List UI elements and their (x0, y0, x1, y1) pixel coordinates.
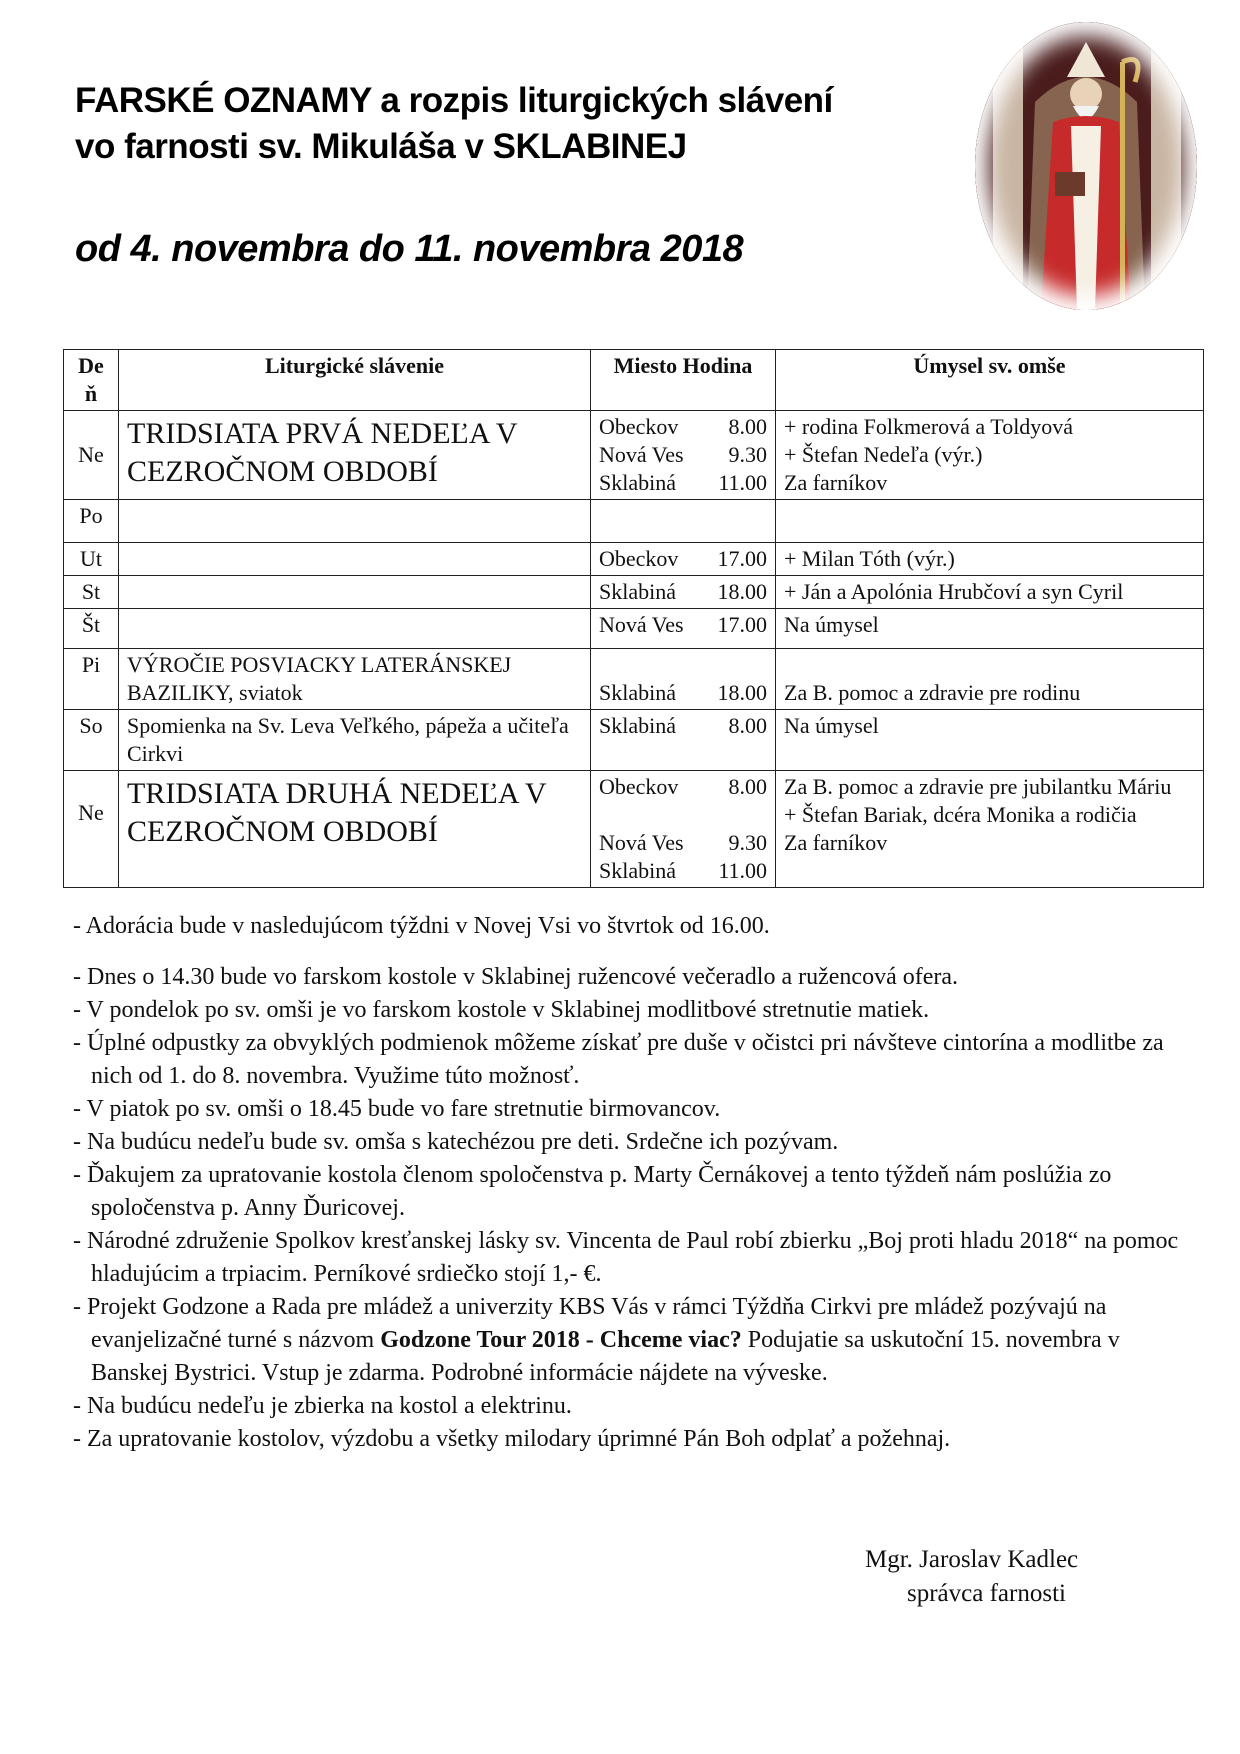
header-place-time: Miesto Hodina (591, 350, 776, 411)
table-header-row (64, 350, 1204, 411)
day-cell: Po (64, 500, 119, 543)
liturgy-cell (119, 609, 591, 649)
place: Nová Ves (599, 612, 684, 637)
day-cell: Št (64, 609, 119, 649)
intention-cell (776, 649, 1204, 710)
place-time-cell (591, 710, 776, 771)
announcement-item: - Dnes o 14.30 bude vo farskom kostole v Sklabinej ružencové večeradlo a ružencová ofera. (73, 964, 959, 990)
title-line-2: vo farnosti sv. Mikuláša v SKLABINEJ (75, 127, 687, 166)
place-time-cell (591, 576, 776, 609)
intention: + Štefan Nedeľa (výr.) (784, 442, 983, 467)
place: Nová Ves (599, 830, 684, 855)
header-liturgy: Liturgické slávenie (119, 350, 591, 411)
time-line (599, 413, 767, 441)
place-time-cell (591, 543, 776, 576)
table-row (64, 609, 1204, 649)
hour: 9.30 (728, 442, 767, 467)
place-time-cell (591, 411, 776, 500)
signature-name: Mgr. Jaroslav Kadlec (865, 1546, 1079, 1573)
announcement-item (73, 1291, 1193, 1390)
intention-cell (776, 500, 1204, 543)
liturgy-cell: TRIDSIATA DRUHÁ NEDEĽA V CEZROČNOM OBDOBÍ (119, 771, 591, 888)
announcement-item: - Za upratovanie kostolov, výzdobu a všetky milodary úprimné Pán Boh odplať a požehnaj. (73, 1426, 951, 1452)
time-line (599, 469, 767, 497)
announcement-item: - V pondelok po sv. omši je vo farskom kostole v Sklabinej modlitbové stretnutie matiek. (73, 997, 930, 1023)
announcements (73, 910, 1193, 1456)
table-row (64, 543, 1204, 576)
time-line (599, 679, 767, 707)
page-title (75, 78, 975, 170)
table-row (64, 411, 1204, 500)
place: Sklabiná (599, 858, 676, 883)
table-row (64, 576, 1204, 609)
place: Sklabiná (599, 579, 676, 604)
day-cell: Ne (64, 771, 119, 888)
intention: Na úmysel (784, 612, 879, 637)
time-line (599, 857, 767, 885)
intention-cell (776, 411, 1204, 500)
announcement-item: - V piatok po sv. omši o 18.45 bude vo fare stretnutie birmovancov. (73, 1096, 721, 1122)
announcement-item: - Adorácia bude v nasledujúcom týždni v Novej Vsi vo štvrtok od 16.00. (73, 913, 770, 939)
header-day: De ň (64, 350, 119, 411)
liturgy-cell (119, 543, 591, 576)
signature-block (865, 1543, 1078, 1611)
announcement-item: - Úplné odpustky za obvyklých podmienok môžeme získať pre duše v očistci pri návšteve cintorína a modlitbe za nich od 1. do 8. novembra. Využime túto možnosť. (73, 1030, 1164, 1089)
intention: Za farníkov (784, 470, 888, 495)
place: Obeckov (599, 774, 679, 799)
place: Nová Ves (599, 442, 684, 467)
hour: 17.00 (717, 612, 767, 637)
intention-cell (776, 543, 1204, 576)
place: Sklabiná (599, 470, 676, 495)
place-time-cell (591, 609, 776, 649)
intention-cell (776, 771, 1204, 888)
date-range: od 4. novembra do 11. novembra 2018 (75, 228, 744, 270)
announcement-item: - Ďakujem za upratovanie kostola členom spoločenstva p. Marty Černákovej a tento týždeň nám poslúžia zo spoločenstva p. Anny Ďuricovej. (73, 1162, 1112, 1221)
header-intention: Úmysel sv. omše (776, 350, 1204, 411)
announcement-item: - Na budúcu nedeľu bude sv. omša s katechézou pre deti. Srdečne ich pozývam. (73, 1129, 839, 1155)
place: Sklabiná (599, 713, 676, 738)
intention: + rodina Folkmerová a Toldyová (784, 414, 1074, 439)
title-line-1: FARSKÉ OZNAMY a rozpis liturgických slávení (75, 81, 833, 120)
announcement-item: - Národné združenie Spolkov kresťanskej lásky sv. Vincenta de Paul robí zbierku „Boj proti hladu 2018“ na pomoc hladujúcim a trpiacim. Perníkové srdiečko stojí 1,- €. (73, 1228, 1179, 1287)
intention: Na úmysel (784, 713, 879, 738)
time-line (599, 441, 767, 469)
saint-nicholas-image (975, 22, 1197, 310)
hour: 11.00 (718, 858, 767, 883)
announcement-text: - Projekt Godzone a Rada pre mládež a univerzity KBS Vás v rámci Týždňa Cirkvi pre mládež pozývajú na evanjelizačné turné s názvom (73, 1294, 1107, 1353)
table-row (64, 771, 1204, 888)
liturgy-cell: Spomienka na Sv. Leva Veľkého, pápeža a učiteľa Cirkvi (119, 710, 591, 771)
intention-cell (776, 576, 1204, 609)
time-line (599, 578, 767, 606)
intention-cell (776, 710, 1204, 771)
announcement-text: Podujatie sa uskutoční 15. novembra v Banskej Bystrici. Vstup je zdarma. Podrobné informácie nájdete na výveske. (91, 1327, 1120, 1386)
hour: 18.00 (717, 680, 767, 705)
hour: 18.00 (717, 579, 767, 604)
day-cell: Pi (64, 649, 119, 710)
intention: Za farníkov (784, 830, 888, 855)
hour: 11.00 (718, 470, 767, 495)
time-line (599, 829, 767, 857)
place-time-cell (591, 500, 776, 543)
hour: 8.00 (728, 713, 767, 738)
time-line (599, 712, 767, 740)
intention: Za B. pomoc a zdravie pre jubilantku Máriu (784, 774, 1172, 799)
hour: 17.00 (717, 546, 767, 571)
intention-cell (776, 609, 1204, 649)
liturgy-cell (119, 500, 591, 543)
hour: 9.30 (728, 830, 767, 855)
place-time-cell (591, 649, 776, 710)
day-cell: Ne (64, 411, 119, 500)
event-name: Godzone Tour 2018 - Chceme viac? (380, 1327, 742, 1353)
hour: 8.00 (728, 414, 767, 439)
intention: Za B. pomoc a zdravie pre rodinu (784, 680, 1081, 705)
liturgy-cell: VÝROČIE POSVIACKY LATERÁNSKEJ BAZILIKY, sviatok (119, 649, 591, 710)
intention: + Milan Tóth (výr.) (784, 546, 955, 571)
announcement-item: - Na budúcu nedeľu je zbierka na kostol a elektrinu. (73, 1393, 572, 1419)
liturgy-schedule-table (63, 349, 1204, 888)
time-line (599, 611, 767, 639)
place: Sklabiná (599, 680, 676, 705)
time-line (599, 545, 767, 573)
table-row (64, 649, 1204, 710)
time-line (599, 773, 767, 801)
intention: + Štefan Bariak, dcéra Monika a rodičia (784, 802, 1137, 827)
place-time-cell (591, 771, 776, 888)
place: Obeckov (599, 546, 679, 571)
day-cell: So (64, 710, 119, 771)
hour: 8.00 (728, 774, 767, 799)
table-row (64, 500, 1204, 543)
day-cell: St (64, 576, 119, 609)
place: Obeckov (599, 414, 679, 439)
liturgy-cell (119, 576, 591, 609)
liturgy-cell: TRIDSIATA PRVÁ NEDEĽA V CEZROČNOM OBDOBÍ (119, 411, 591, 500)
signature-role: správca farnosti (907, 1580, 1066, 1607)
day-cell: Ut (64, 543, 119, 576)
intention: + Ján a Apolónia Hrubčoví a syn Cyril (784, 579, 1124, 604)
table-row (64, 710, 1204, 771)
